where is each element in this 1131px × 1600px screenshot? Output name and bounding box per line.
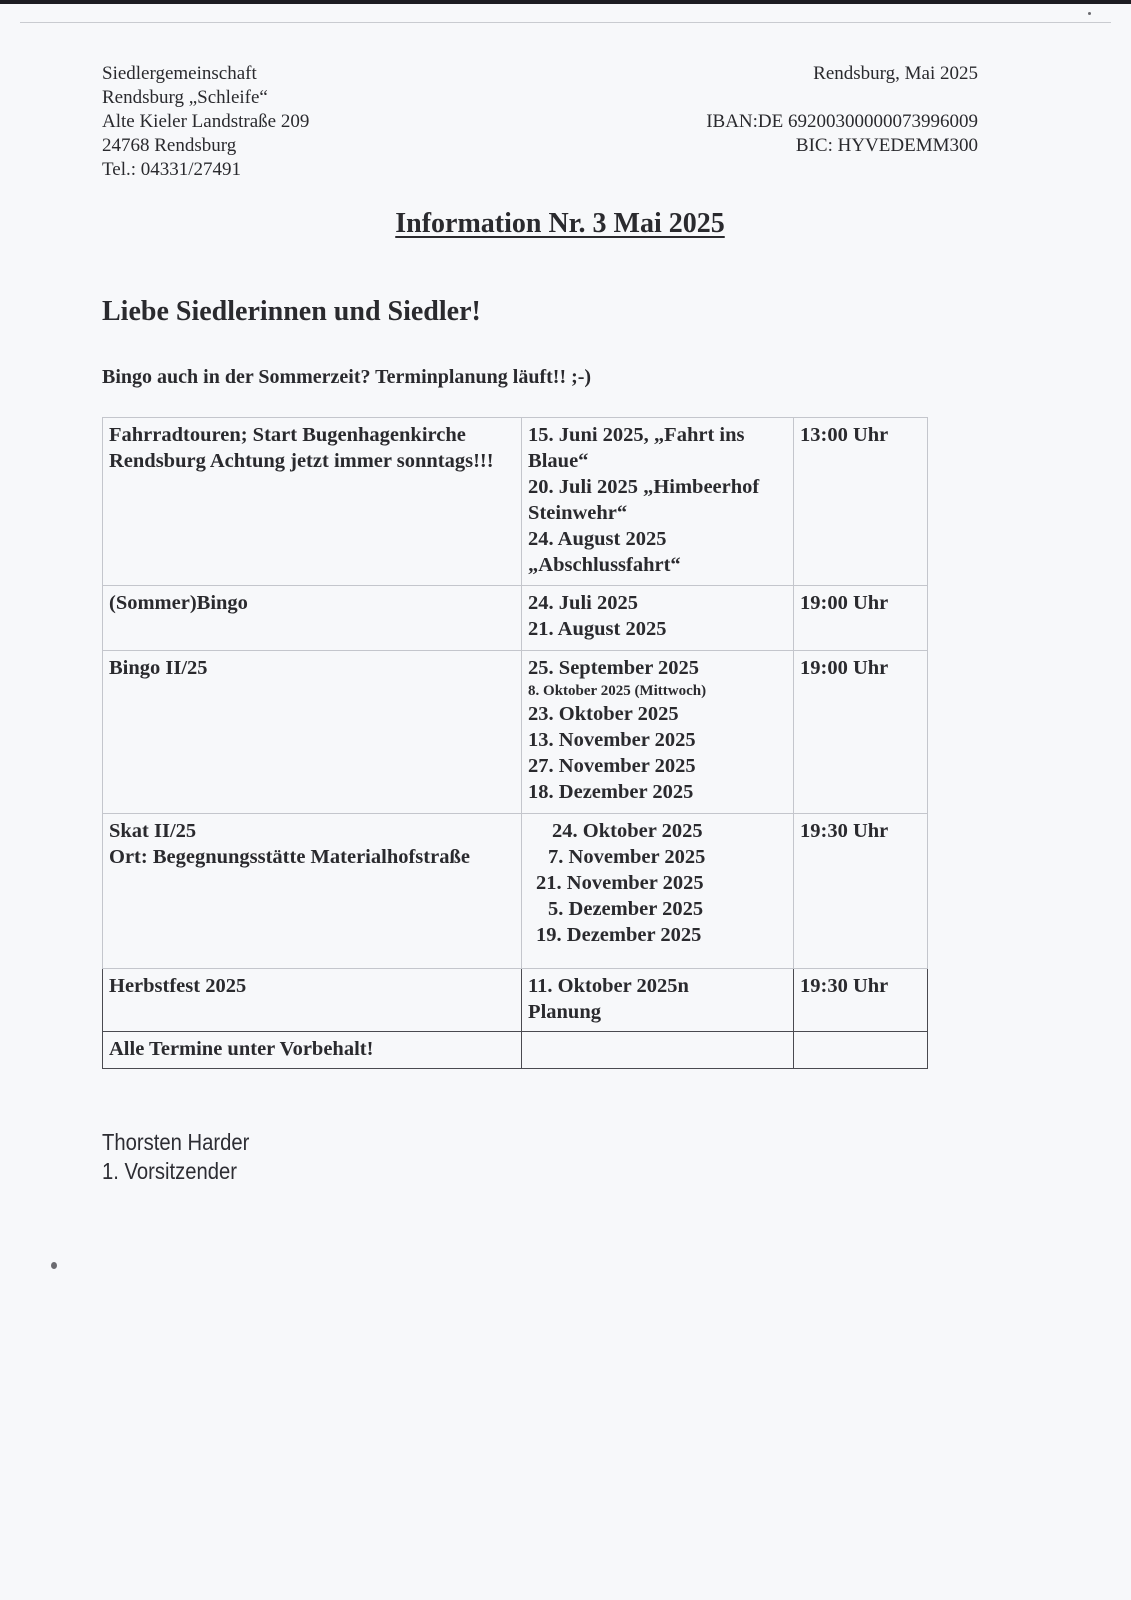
time-cell: 19:30 Uhr: [794, 814, 928, 969]
table-row: [103, 586, 928, 651]
date-line: 18. Dezember 2025: [528, 781, 694, 803]
sender-name-line1: Siedlergemeinschaft: [102, 63, 257, 84]
empty-cell: [522, 1032, 794, 1069]
sender-address: [102, 62, 309, 182]
schedule-table: [102, 417, 928, 1069]
event-title: Skat II/25: [109, 820, 197, 842]
time-cell: 19:00 Uhr: [794, 651, 928, 814]
greeting: Liebe Siedlerinnen und Siedler!: [102, 296, 481, 327]
date-line: 24. Oktober 2025: [552, 820, 703, 842]
iban: IBAN:DE 69200300000073996009: [706, 111, 978, 132]
table-row: [103, 969, 928, 1032]
empty-cell: [794, 1032, 928, 1069]
note-cell: Alle Termine unter Vorbehalt!: [103, 1032, 522, 1069]
date-line: 7. November 2025: [548, 846, 706, 868]
subline: Bingo auch in der Sommerzeit? Terminplanung läuft!! ;-): [102, 366, 592, 388]
date-line: 21. August 2025: [528, 618, 667, 640]
sender-street: Alte Kieler Landstraße 209: [102, 111, 310, 132]
sender-name-line2: Rendsburg „Schleife“: [102, 87, 268, 108]
date-line: 27. November 2025: [528, 755, 696, 777]
table-row: [103, 651, 928, 814]
letter-meta: [706, 62, 978, 158]
date-line: 19. Dezember 2025: [536, 924, 702, 946]
scan-speck: [51, 1262, 57, 1269]
signature-block: [102, 1128, 249, 1186]
bic: BIC: HYVEDEMM300: [795, 135, 978, 156]
date-line: 25. September 2025: [528, 657, 700, 679]
date-line: 15. Juni 2025, „Fahrt ins Blaue“: [528, 424, 745, 472]
date-line: 24. Juli 2025: [528, 592, 638, 614]
time-cell: 13:00 Uhr: [794, 418, 928, 586]
date-line: 5. Dezember 2025: [548, 898, 704, 920]
dates-cell: [522, 651, 794, 814]
event-location: Ort: Begegnungsstätte Materialhofstraße: [109, 846, 470, 868]
signature-role: 1. Vorsitzender: [102, 1158, 238, 1184]
scan-speck: [1088, 12, 1091, 15]
date-line: 21. November 2025: [536, 872, 704, 894]
dates-cell: [522, 814, 794, 969]
signature-name: Thorsten Harder: [102, 1129, 250, 1155]
time-cell: 19:30 Uhr: [794, 969, 928, 1032]
event-cell: [103, 814, 522, 969]
date-line: 24. August 2025 „Abschlussfahrt“: [528, 528, 681, 576]
date-line: 23. Oktober 2025: [528, 703, 679, 725]
place-date: Rendsburg, Mai 2025: [813, 63, 978, 84]
event-cell: Bingo II/25: [103, 651, 522, 814]
sender-city: 24768 Rendsburg: [102, 135, 237, 156]
scan-page-edge: [20, 22, 1111, 23]
sender-phone: Tel.: 04331/27491: [102, 159, 242, 180]
date-line: 8. Oktober 2025 (Mittwoch): [528, 683, 707, 699]
event-cell: Herbstfest 2025: [103, 969, 522, 1032]
dates-cell: [522, 418, 794, 586]
table-row: [103, 418, 928, 586]
scan-top-edge: [0, 0, 1131, 4]
event-cell: Fahrradtouren; Start Bugenhagenkirche Rendsburg Achtung jetzt immer sonntags!!!: [103, 418, 522, 586]
date-line: Planung: [528, 1001, 601, 1023]
date-line: 20. Juli 2025 „Himbeerhof Steinwehr“: [528, 476, 760, 524]
table-row: [103, 1032, 928, 1069]
date-line: 13. November 2025: [528, 729, 696, 751]
dates-cell: [522, 586, 794, 651]
date-line: 11. Oktober 2025n: [528, 975, 689, 997]
event-cell: (Sommer)Bingo: [103, 586, 522, 651]
time-cell: 19:00 Uhr: [794, 586, 928, 651]
document-title: Information Nr. 3 Mai 2025: [395, 208, 725, 239]
table-row: [103, 814, 928, 969]
dates-cell: [522, 969, 794, 1032]
